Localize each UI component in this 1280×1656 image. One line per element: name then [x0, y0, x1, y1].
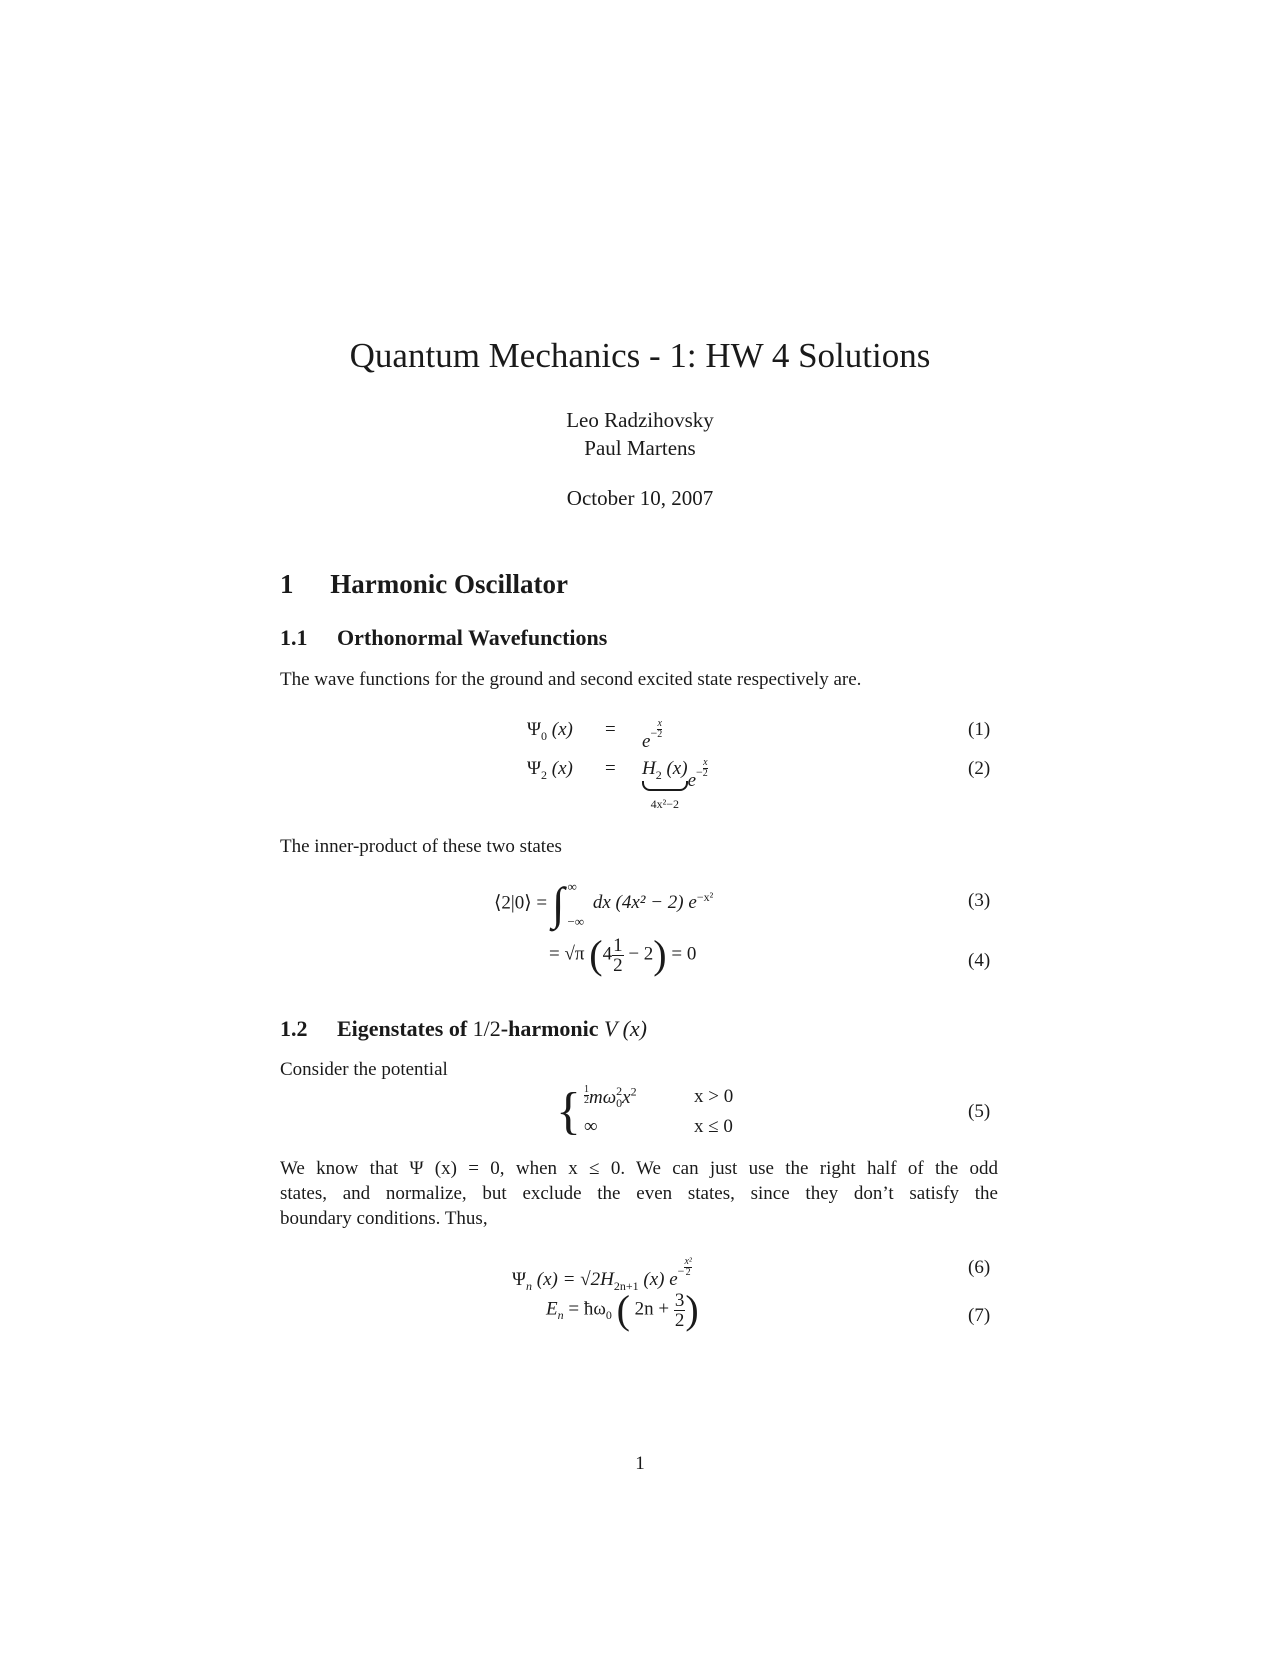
integral-sign: ∫ — [551, 878, 565, 929]
integral-upper-limit: ∞ — [567, 879, 577, 894]
underbrace-label: 4x²−2 — [650, 797, 679, 811]
case-row-1-condition: x > 0 — [694, 1086, 734, 1107]
paragraph-line: boundary conditions. Thus, — [280, 1208, 488, 1229]
integral-lower-limit: −∞ — [567, 914, 585, 929]
equation-2-rhs: $H_2$ (x) 4x²−2 e− $\frac{x}{2}$ — [642, 757, 708, 811]
case-row-1-expr: $\frac{1}{2}$ mω 2 0 $x^2$ — [584, 1084, 637, 1110]
equation-number: (7) — [968, 1305, 991, 1326]
paragraph: The wave functions for the ground and second excited state respectively are. — [280, 669, 862, 690]
document-title: Quantum Mechanics - 1: HW 4 Solutions — [349, 336, 931, 375]
page-number: 1 — [635, 1453, 645, 1474]
case-row-2-condition: x ≤ 0 — [694, 1116, 733, 1137]
equation-number: (3) — [968, 890, 991, 911]
equation-6: $\Psi_n$ $(x) = √2H_{2n+1}$ (x) e− $\frac{\text{x²}}{2}$ — [512, 1256, 692, 1293]
equation-number: (5) — [968, 1101, 991, 1122]
subsection-heading: 1.2 Eigenstates of 1/2-harmonic V (x) — [280, 1016, 648, 1041]
paragraph: The inner-product of these two states — [280, 836, 562, 857]
equation-number: (2) — [968, 758, 991, 779]
document-date: October 10, 2007 — [566, 486, 714, 510]
subsection-number: 1.2 — [280, 1016, 308, 1041]
subsection-number: 1.1 — [280, 625, 308, 650]
subsection-title: Orthonormal Wavefunctions — [337, 625, 608, 650]
equation-number: (1) — [968, 719, 991, 740]
equation-number: (4) — [968, 950, 991, 971]
subsection-heading — [280, 625, 607, 651]
equation-2-lhs: $\Psi_2$ (x) — [527, 758, 573, 782]
equation-4: = √π (4 $\frac{1}{2}$ − 2) = 0 — [549, 932, 697, 977]
section-heading — [280, 569, 568, 600]
paragraph-line: We know that Ψ (x) = 0, when x ≤ 0. We can just use the right half of the odd — [280, 1158, 998, 1179]
section-title: Harmonic Oscillator — [330, 569, 568, 599]
equation-1-lhs: $\Psi_0$ (x) — [527, 719, 573, 743]
equation-1-rhs: e− $\frac{x}{2}$ — [642, 718, 663, 752]
underbrace — [642, 781, 688, 791]
equation-1-equals: = — [605, 719, 616, 740]
author-name: Paul Martens — [584, 436, 696, 460]
left-brace: { — [556, 1083, 581, 1140]
equation-number: (6) — [968, 1257, 991, 1278]
equation-3: ⟨2|0⟩ = ∫ ∞ −∞ dx (4x² − 2) $e^{-x^2}$ — [494, 878, 714, 929]
paragraph: Consider the potential — [280, 1059, 448, 1080]
author-name: Leo Radzihovsky — [566, 408, 714, 432]
equation-2-equals: = — [605, 758, 616, 779]
case-row-2-expr: ∞ — [584, 1116, 598, 1137]
equation-7: $E_n$ = $ħ\omega_0$ ( 2n + $\frac{3}{2}$ ) — [546, 1287, 699, 1332]
section-number: 1 — [280, 569, 294, 599]
paragraph-line: states, and normalize, but exclude the even states, since they don’t satisfy the — [280, 1183, 998, 1204]
